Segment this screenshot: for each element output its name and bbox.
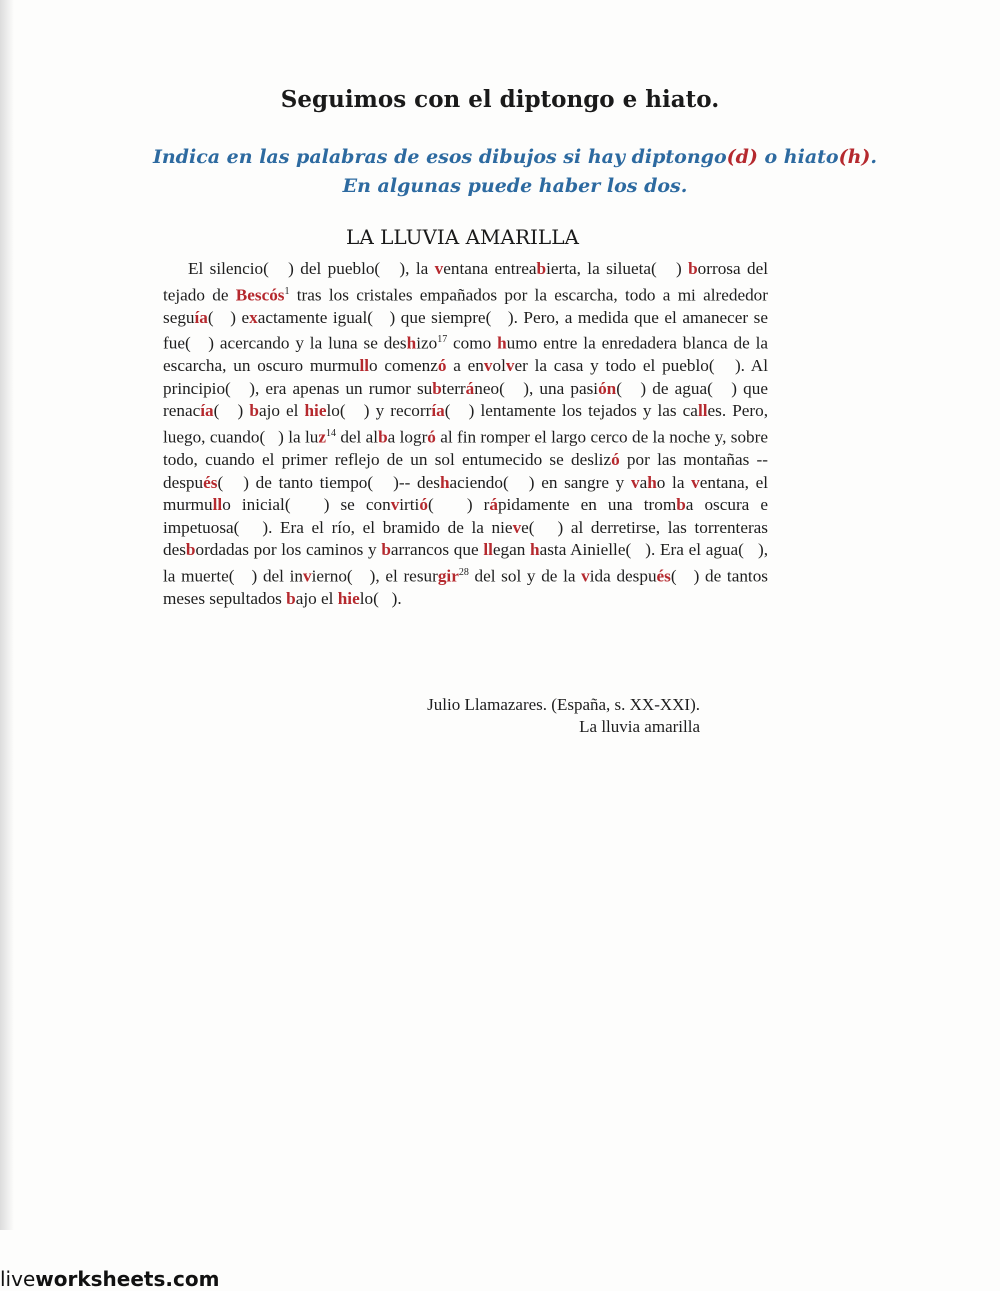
author-credit [330,694,700,738]
reading-title: LA LLUVIA AMARILLA [346,225,579,249]
reading-text: El silencio( ) del pueblo( ), la ventana entreabierta, la silueta( ) borrosa del tejado de Bescós$^1$ tras los cristales empañados por la escarcha, todo a mi alrededor seguía( ) exactamente igual( ) que siempre( ). Pero, a medida que el amanecer se fue( ) acercando y la luna se deshizo$^{17}$ como humo entre la enredadera blanca de la escarcha, un oscuro murmullo comenzó a envolver la casa y todo el pueblo( ). Al principio( ), era apenas un rumor subterráneo( ), una pasión( ) de agua( ) que renacía( ) bajo el hielo( ) y recorría( ) lentamente los tejados y las calles. Pero, luego, cuando( ) la luz$^{14}$ del alba logró al fin romper el largo cerco de la noche y, sobre todo, cuando el primer reflejo de un sol entumecido se deslizó por las montañas --después( ) de tanto tiempo( )-- deshaciendo( ) en sangre y vaho la ventana, el murmullo inicial( ) se convirtió( ) rápidamente en una tromba oscura e impetuosa( ). Era el río, el bramido de la nieve( ) al derretirse, las torrenteras desbordadas por los caminos y barrancos que llegan hasta Ainielle( ). Era el agua( ), la muerte( ) del invierno( ), el resurgir$^{28}$ del sol y de la vida después( ) de tantos meses sepultados bajo el hielo( ). [163,259,769,608]
instructions [80,143,950,201]
page-edge-shadow [0,0,14,1230]
instructions-line-1: Indica en las palabras de esos dibujos si hay diptongo(d) o hiato(h). [152,146,878,168]
author-line: Julio Llamazares. (España, s. XX-XXI). [427,695,700,714]
page-title: Seguimos con el diptongo e hiato. [280,86,720,113]
instructions-line-2: En algunas puede haber los dos. [342,175,688,197]
book-title: La lluvia amarilla [579,717,700,736]
footer-brand: liveworksheets.com [0,1267,220,1291]
